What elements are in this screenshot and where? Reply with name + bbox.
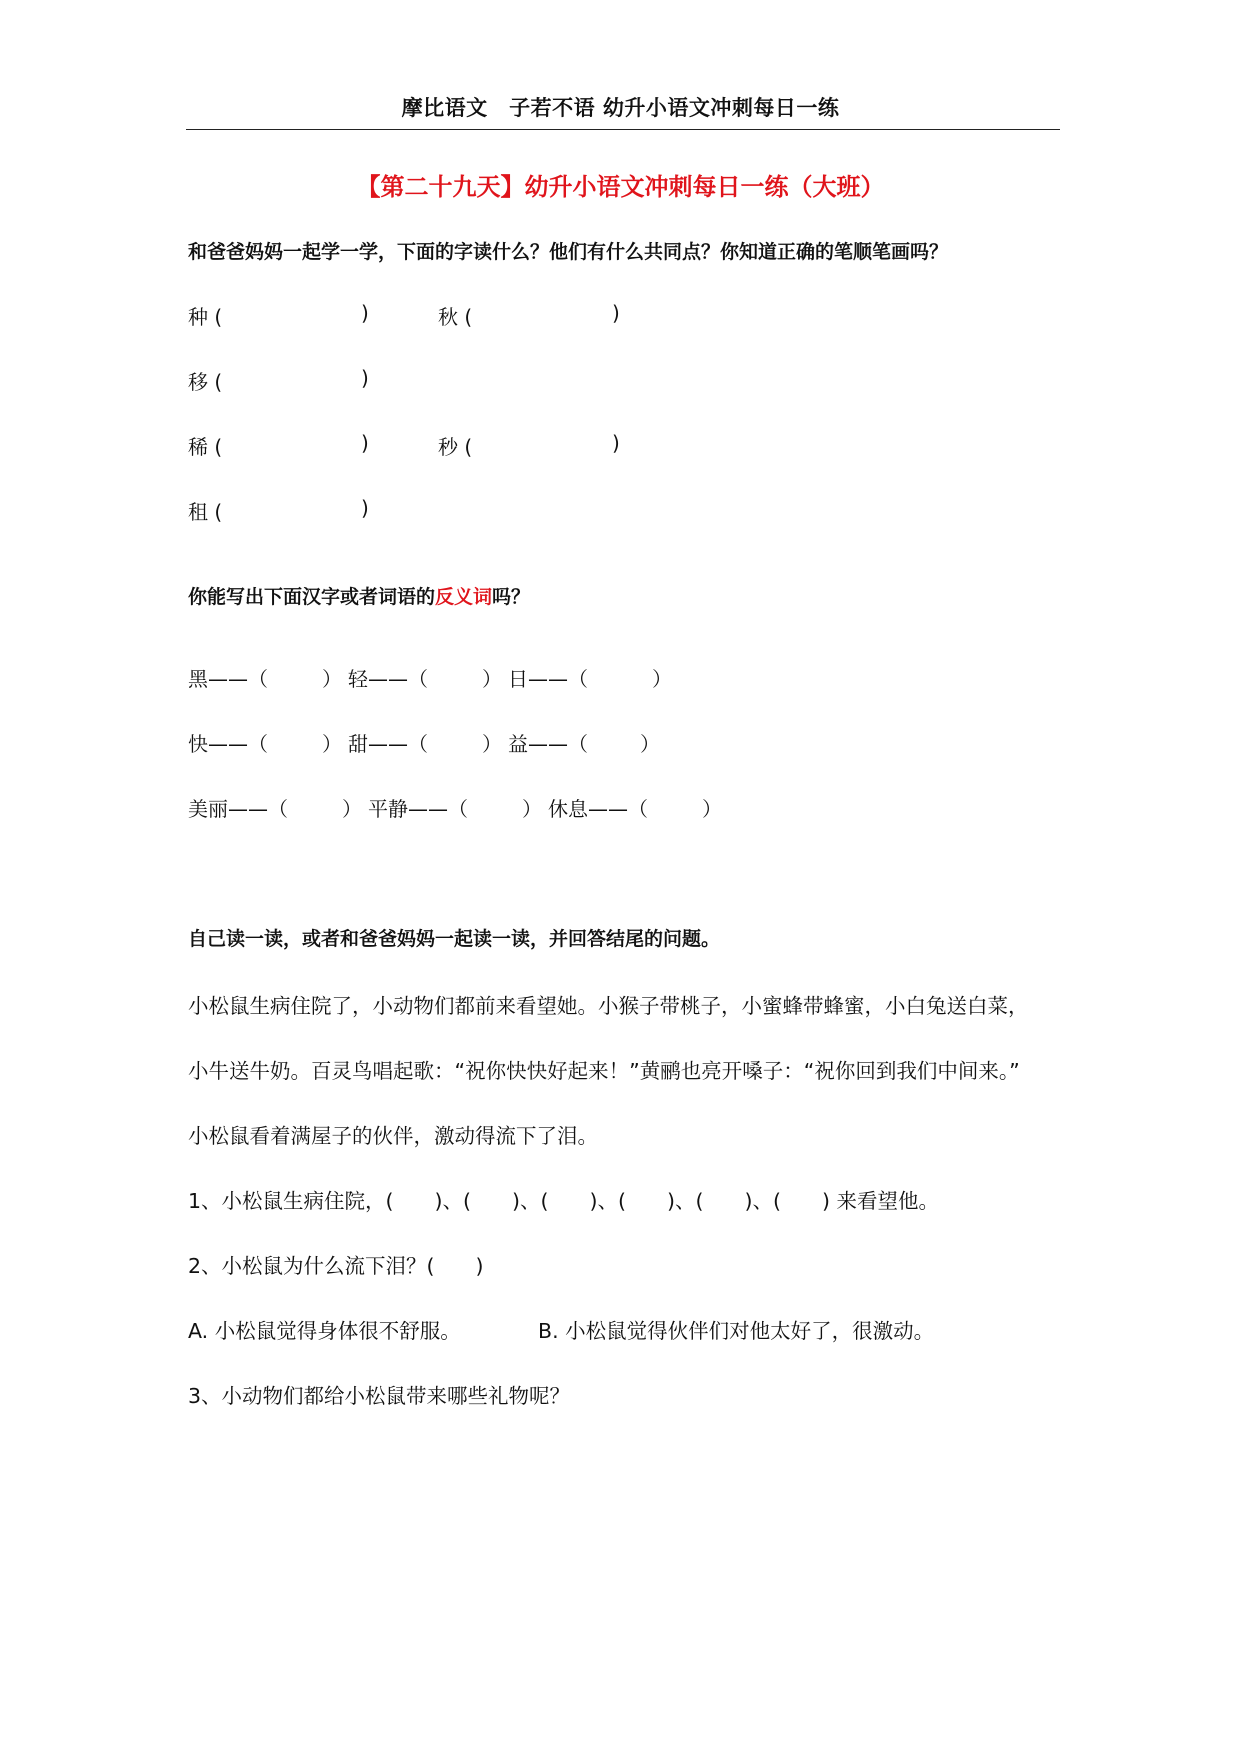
antonym-close: ） bbox=[652, 667, 672, 691]
char-item-open: 移 ( bbox=[188, 370, 223, 394]
passage-line: 小牛送牛奶。百灵鸟唱起歌：“祝你快快好起来！”黄鹂也亮开嗓子：“祝你回到我们中间来。” bbox=[188, 1059, 1020, 1083]
document-header: 摩比语文 子若不语 幼升小语文冲刺每日一练 bbox=[401, 96, 840, 120]
antonym-item: 轻——（ bbox=[348, 667, 428, 691]
char-item-close: ) bbox=[612, 431, 620, 455]
question-3: 3、小动物们都给小松鼠带来哪些礼物呢？ bbox=[188, 1384, 571, 1408]
char-item-open: 稀 ( bbox=[188, 435, 223, 459]
section3-question: 自己读一读，或者和爸爸妈妈一起读一读，并回答结尾的问题。 bbox=[188, 928, 721, 950]
passage-line: 小松鼠看着满屋子的伙伴，激动得流下了泪。 bbox=[188, 1124, 598, 1148]
antonym-item: 快——（ bbox=[188, 732, 268, 756]
antonym-item: 益——（ bbox=[508, 732, 588, 756]
antonym-close: ） bbox=[522, 797, 542, 821]
antonym-item: 日——（ bbox=[508, 667, 588, 691]
section1-question: 和爸爸妈妈一起学一学，下面的字读什么？他们有什么共同点？你知道正确的笔顺笔画吗？ bbox=[188, 241, 949, 263]
question-2: 2、小松鼠为什么流下泪？( ) bbox=[188, 1254, 484, 1278]
question-highlight: 反义词 bbox=[435, 586, 493, 608]
antonym-close: ） bbox=[702, 797, 722, 821]
char-item-close: ) bbox=[612, 301, 620, 325]
page-title: 【第二十九天】幼升小语文冲刺每日一练（大班） bbox=[356, 173, 885, 201]
passage-line: 小松鼠生病住院了，小动物们都前来看望她。小猴子带桃子，小蜜蜂带蜂蜜，小白兔送白菜， bbox=[188, 994, 1029, 1018]
char-item-open: 秋 ( bbox=[438, 305, 473, 329]
antonym-item: 平静——（ bbox=[368, 797, 468, 821]
section2-question bbox=[188, 582, 530, 609]
header-divider bbox=[186, 129, 1060, 130]
option-b: B. 小松鼠觉得伙伴们对他太好了，很激动。 bbox=[538, 1319, 935, 1343]
char-item-open: 租 ( bbox=[188, 500, 223, 524]
question-text: 吗？ bbox=[492, 586, 531, 608]
char-item-open: 种 ( bbox=[188, 305, 223, 329]
antonym-close: ） bbox=[322, 667, 342, 691]
antonym-close: ） bbox=[482, 667, 502, 691]
antonym-close: ） bbox=[640, 732, 660, 756]
char-item-close: ) bbox=[361, 431, 369, 455]
char-item-close: ) bbox=[361, 301, 369, 325]
question-text: 你能写出下面汉字或者词语的 bbox=[188, 586, 436, 608]
char-item-close: ) bbox=[361, 366, 369, 390]
question-1: 1、小松鼠生病住院，( )、( )、( )、( )、( )、( ) 来看望他。 bbox=[188, 1189, 940, 1213]
antonym-item: 黑——（ bbox=[188, 667, 268, 691]
antonym-item: 美丽——（ bbox=[188, 797, 288, 821]
char-item-close: ) bbox=[361, 496, 369, 520]
antonym-item: 甜——（ bbox=[348, 732, 428, 756]
char-item-open: 秒 ( bbox=[438, 435, 473, 459]
option-a: A. 小松鼠觉得身体很不舒服。 bbox=[188, 1319, 461, 1343]
antonym-close: ） bbox=[482, 732, 502, 756]
antonym-item: 休息——（ bbox=[548, 797, 648, 821]
antonym-close: ） bbox=[322, 732, 342, 756]
antonym-close: ） bbox=[342, 797, 362, 821]
